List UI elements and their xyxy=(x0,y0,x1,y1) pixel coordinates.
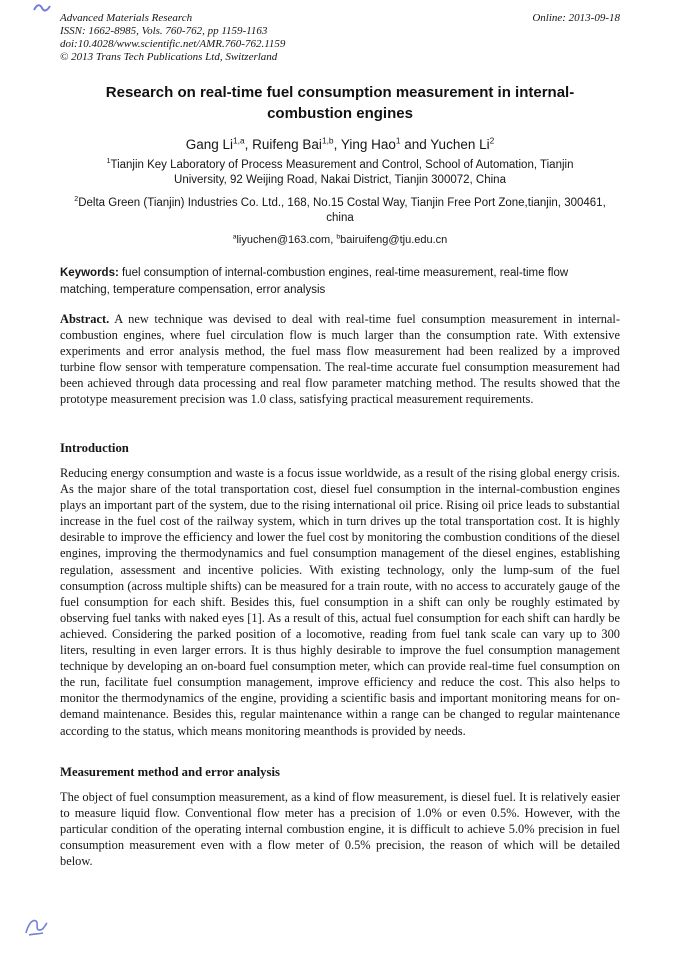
affiliation-text: Delta Green (Tianjin) Industries Co. Ltd., 168, No.15 Costal Way, Tianjin Free Port Zone,tianjin, 300461, china xyxy=(78,197,606,224)
author-name: Gang Li xyxy=(185,137,234,152)
keywords-line xyxy=(60,265,620,298)
measurement-method-paragraph: The object of fuel consumption measurement, as a kind of flow measurement, is diesel fuel. It is relatively easier to measure liquid flow. Conventional flow meter has a precision of 1.0% or even 0.5%. However, with the particular condition of the operating internal combustion engine, it is difficult to achieve 5.0% precision in fuel consumption measurement even with a flow meter of 0.5% precision, the reason of which will be detailed below. xyxy=(60,789,620,868)
author-superscript: 1 xyxy=(395,135,401,146)
affiliation-superscript: 1 xyxy=(106,157,111,166)
email-address: liyuchen@163.com, xyxy=(236,234,337,246)
email-superscript: a xyxy=(232,233,237,241)
abstract xyxy=(60,311,620,407)
keywords-label: Keywords: xyxy=(60,267,119,279)
paper-title: Research on real-time fuel consumption measurement in internal-combustion engines xyxy=(105,84,575,122)
issn-line: ISSN: 1662-8985, Vols. 760-762, pp 1159-1163 xyxy=(60,25,268,37)
author-name: , Ying Hao xyxy=(333,137,396,152)
ink-mark-bottom-icon xyxy=(23,915,49,937)
abstract-label: Abstract. xyxy=(60,312,110,326)
section-heading-measurement-method: Measurement method and error analysis xyxy=(60,764,280,779)
author-name: and Yuchen Li xyxy=(400,137,490,152)
author-superscript: 1,a xyxy=(233,135,245,146)
journal-name: Advanced Materials Research xyxy=(60,12,193,24)
copyright-line: © 2013 Trans Tech Publications Ltd, Switzerland xyxy=(60,51,278,63)
online-date: Online: 2013-09-18 xyxy=(532,12,620,24)
author-superscript: 2 xyxy=(489,135,495,146)
author-superscript: 1,b xyxy=(321,135,334,146)
author-emails xyxy=(60,234,620,246)
doi-line: doi:10.4028/www.scientific.net/AMR.760-762.1159 xyxy=(60,38,286,50)
ink-mark-top-icon xyxy=(33,2,51,13)
affiliation-text: Tianjin Key Laboratory of Process Measurement and Control, School of Automation, Tianjin University, 92 Weijing Road, Nakai District, Tianjin 300072, China xyxy=(110,159,574,186)
email-superscript: b xyxy=(336,233,341,241)
affiliation-superscript: 2 xyxy=(74,195,79,204)
journal-header-left xyxy=(60,12,285,64)
journal-header xyxy=(60,12,620,64)
authors-line xyxy=(60,137,620,152)
author-name: , Ruifeng Bai xyxy=(244,137,322,152)
keywords-text: fuel consumption of internal-combustion engines, real-time measurement, real-time flow matching, temperature compensation, error analysis xyxy=(60,267,569,296)
affiliation-1 xyxy=(90,158,590,188)
introduction-paragraph: Reducing energy consumption and waste is a focus issue worldwide, as a result of the rising global energy crisis. As the major share of the total transportation cost, diesel fuel consumption in the internal-combustion engines plays an important part of the system, due to the rising international oil price. Rising oil price leads to substantial increase in the fuel cost of the railway system, which in turn drives up the total transportation cost. It is highly desirable to improve the efficiency and lower the fuel cost by monitoring the combustion conditions of the diesel engines, improving the thermodynamics and fuel consumption management of the diesel engines, establishing regulation, assessment and incentive policies. With existing technology, only the lump-sum of the fuel consumption (across multiple shifts) can be measured for a train route, with no access to accurately gauge of the fuel consumption for each shift. Besides this, fuel consumption in a shift can only be roughly estimated by observing fuel tanks with naked eyes [1]. As a result of this, actual fuel consumption for each shift can hardly be achieved. Considering the parked position of a locomotive, reading from fuel tank scale can vary up to 300 liters, resulting in even larger errors. It is thus highly desirable to improve the fuel consumption management technique by developing an on-board fuel consumption meter, which can provide real-time fuel consumption on the run, facilitate fuel consumption management, improve efficiency and reduce the cost. This also helps to monitor the thermodynamics of the engine, providing a scientific basis and important monitoring means for on-demand maintenance. Besides this, regular maintenance within a range can be changed to regular maintenance according to the status, which means monitoring meanthods is provided by needs. xyxy=(60,466,620,738)
email-address: bairuifeng@tju.edu.cn xyxy=(340,234,448,246)
abstract-text: A new technique was devised to deal with real-time fuel consumption measurement in internal-combustion engines, where fuel circulation flow is much larger than the consumption rate. With extensive experiments and error analysis method, the fuel mass flow measurement had been realized by a improved turbine flow sensor with temperature compensation. The real-time accurate fuel consumption measurement had been achieved through data processing and real flow parameter matching method. The results showed that the prototype measurement precision was 1.0 class, satisfying practical measurement requirements. xyxy=(60,312,620,406)
section-heading-introduction: Introduction xyxy=(60,441,129,455)
affiliation-2 xyxy=(68,196,613,226)
